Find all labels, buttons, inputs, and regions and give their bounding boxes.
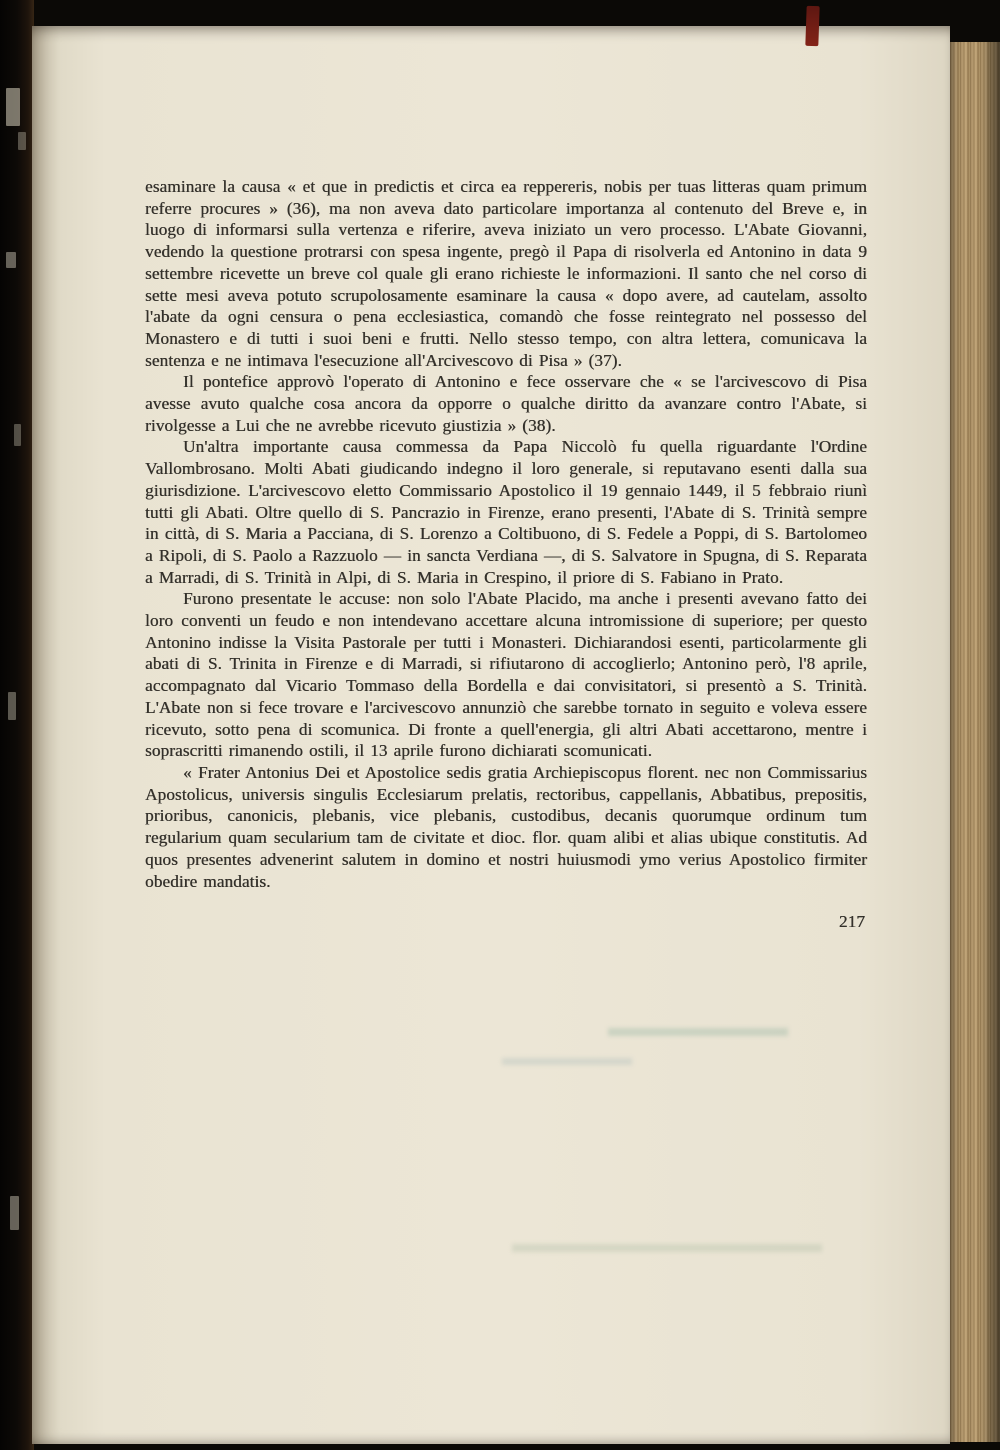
spine-artifact [6,252,16,268]
spine-artifact [18,132,26,150]
book-spine-shadow [0,0,34,1450]
book-fore-edge-pages [950,42,1000,1442]
paragraph-5: « Frater Antonius Dei et Apostolice sedis gratia Archiepiscopus florent. nec non Commissarius Apostolicus, universis singulis Ecclesiarum prelatis, rectoribus, cappellanis, Abbatibus, prepositis, prioribus, canonicis, plebanis, vice plebanis, custodibus, decanis quorumque ordinum tum regularium quam secularium tam de civitate et dioc. flor. quam alibi et alias ubique constitutis. Ad quos presentes advenerint salutem in domino et nostri huiusmodi ymo verius Apostolico firmiter obedire mandatis. [145,762,867,891]
paragraph-1: esaminare la causa « et que in predictis et circa ea reppereris, nobis per tuas litteras quam primum referre procures » (36), ma non aveva dato particolare importanza al contenuto del Breve e, in luogo di informarsi sulla vertenza e riferire, aveva iniziato un vero processo. L'Abate Giovanni, vedendo la questione protrarsi con spesa ingente, pregò il Papa di risolverla ed Antonino in data 9 settembre ricevette un breve col quale gli erano richieste le informazioni. Il santo che nel corso di sette mesi aveva potuto scrupolosamente esaminare la causa « dopo avere, ad cautelam, assolto l'abate da ogni censura o pena ecclesiastica, comandò che fosse reintegrato nel possesso del Monastero e di tutti i suoi beni e frutti. Nello stesso tempo, con altra lettera, comunicava la sentenza e ne intimava l'esecuzione all'Arcivescovo di Pisa » (37). [145,177,867,370]
stain-mark [512,1244,822,1252]
paragraph-3: Un'altra importante causa commessa da Papa Niccolò fu quella riguardante l'Ordine Vallombrosano. Molti Abati giudicando indegno il loro generale, si reputavano esenti dalla sua giurisdizione. L'arcivescovo eletto Commissario Apostolico il 19 gennaio 1449, il 5 febbraio riunì tutti gli Abati. Oltre quello di S. Pancrazio in Firenze, erano presenti, l'Abate di S. Trinità sempre in città, di S. Maria a Pacciana, di S. Lorenzo a Coltibuono, di S. Fedele a Poppi, di S. Bartolomeo a Ripoli, di S. Paolo a Razzuolo — in sancta Verdiana —, di S. Salvatore in Spugna, di S. Reparata a Marradi, di S. Trinità in Alpi, di S. Maria in Crespino, il priore di S. Fabiano in Prato. [145,437,867,587]
stain-mark [502,1058,632,1065]
paragraph-2: Il pontefice approvò l'operato di Antonino e fece osservare che « se l'arcivescovo di Pisa avesse avuto qualche cosa ancora da opporre o qualche diritto da avanzare contro l'Abate, si rivolgesse a Lui che ne avrebbe ricevuto giustizia » (38). [145,372,867,435]
paragraph-4: Furono presentate le accuse: non solo l'Abate Placido, ma anche i presenti avevano fatto dei loro conventi un feudo e non intendevano accettare alcuna intromissione di superiore; per questo Antonino indisse la Visita Pastorale per tutti i Monasteri. Dichiarandosi esenti, particolarmente gli abati di S. Trinita in Firenze e di Marradi, si rifiutarono di accoglierlo; Antonino però, l'8 aprile, accompagnato dal Vicario Tommaso della Bordella e dai convisitatori, si presentò a S. Trinità. L'Abate non si fece trovare e l'arcivescovo annunziò che sarebbe tornato in seguito e voleva essere ricevuto, sotto pena di scomunica. Di fronte a quell'energia, gli altri Abati accettarono, mentre i soprascritti rimanendo ostili, il 13 aprile furono dichiarati scomunicati. [145,589,867,761]
page-text-block [145,176,867,933]
spine-artifact [8,692,16,720]
spine-artifact [6,88,20,126]
red-archival-mark [805,6,819,46]
page-number: 217 [838,912,865,932]
spine-artifact [14,424,21,446]
stain-mark [608,1028,788,1036]
spine-artifact [10,1196,19,1230]
book-page-paper [32,26,950,1444]
